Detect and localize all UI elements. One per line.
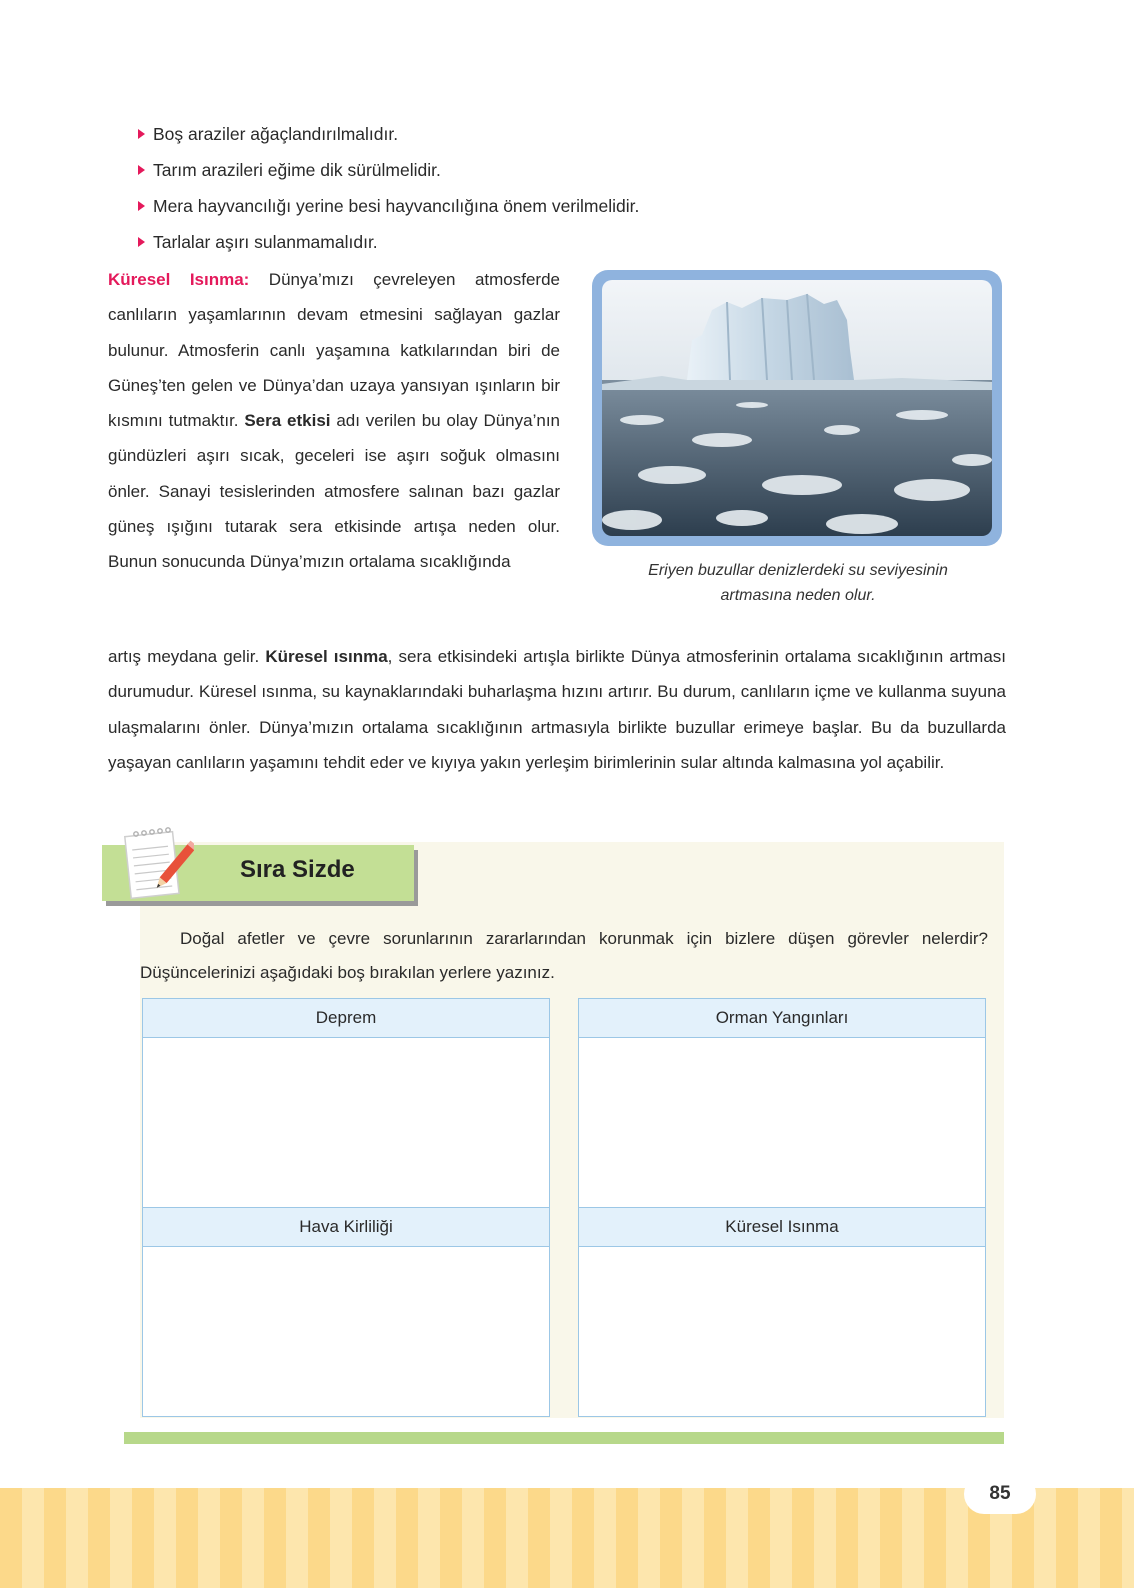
page-number: 85 <box>964 1474 1036 1514</box>
answer-box-title: Hava Kirliliği <box>143 1208 549 1247</box>
paragraph-text: , sera etkisindeki artışla birlikte Dünya atmosferinin ortalama sıcaklığının artması durumudur. Küresel ısınma, su kaynaklarındaki buharlaşma hızını artırır. Bu durum, canlıların içme ve kullanma suyuna ulaşmalarını önler. Dünya’mızın ortalama sıcaklığının artmasıyla birlikte buzullar erimeye başlar. Bu da buzullarda yaşayan canlıların yaşamını tehdit eder ve kıyıya yakın yerleşim birimlerinin sular altında kalmasına yol açabilir. <box>108 647 1006 772</box>
list-item: Mera hayvancılığı yerine besi hayvancılığına önem verilmelidir. <box>138 188 639 224</box>
paragraph-text: adı verilen bu olay Dünya’nın gündüzleri aşırı sıcak, geceleri ise aşırı soğuk olmasını önler. Sanayi tesislerinden atmosfere salınan bazı gazlar güneş ışığını tutarak sera etkisinde artışa neden olur. Bunun sonucunda Dünya’mızın ortalama sıcaklığında <box>108 411 560 572</box>
answer-box-title: Deprem <box>143 999 549 1038</box>
iceberg-photo-frame <box>592 270 1002 546</box>
list-item: Tarım arazileri eğime dik sürülmelidir. <box>138 152 639 188</box>
answer-box-title: Küresel Isınma <box>579 1208 985 1247</box>
footer-stripes <box>0 1488 1134 1588</box>
list-item: Tarlalar aşırı sulanmamalıdır. <box>138 224 639 260</box>
triangle-bullet-icon <box>138 237 145 247</box>
bullet-list <box>138 116 639 260</box>
triangle-bullet-icon <box>138 165 145 175</box>
answer-box-deprem[interactable] <box>142 998 550 1208</box>
triangle-bullet-icon <box>138 201 145 211</box>
paragraph-text: artış meydana gelir. <box>108 647 266 666</box>
sira-sizde-title: Sıra Sizde <box>240 856 355 883</box>
section-divider <box>124 1432 1004 1444</box>
answer-box-orman-yanginlari[interactable] <box>578 998 986 1208</box>
global-warming-continuation <box>108 639 1006 780</box>
bold-term-sera-etkisi: Sera etkisi <box>244 411 331 431</box>
list-item: Boş araziler ağaçlandırılmalıdır. <box>138 116 639 152</box>
answer-box-kuresel-isinma[interactable] <box>578 1207 986 1417</box>
answer-box-hava-kirliligi[interactable] <box>142 1207 550 1417</box>
triangle-bullet-icon <box>138 129 145 139</box>
sira-sizde-instructions: Doğal afetler ve çevre sorunlarının zararlarından korunmak için bizlere düşen görevler nelerdir? Düşüncelerinizi aşağıdaki boş bırakılan yerlere yazınız. <box>140 929 988 982</box>
iceberg-illustration <box>602 280 992 536</box>
iceberg-photo <box>602 280 992 536</box>
photo-caption: Eriyen buzullar denizlerdeki su seviyesinin artmasına neden olur. <box>648 562 948 604</box>
notepad-pencil-icon <box>122 826 194 906</box>
global-warming-paragraph <box>108 262 560 580</box>
answer-box-title: Orman Yangınları <box>579 999 985 1038</box>
paragraph-text: Dünya’mızı çevreleyen atmosferde canlıların yaşamlarının devam etmesini sağlayan gazlar bulunur. Atmosferin canlı yaşamına katkılarından biri de Güneş’ten gelen ve Dünya’dan uzaya yansıyan ışınların bir kısmını tutmaktır. <box>108 270 560 431</box>
global-warming-term: Küresel Isınma: <box>108 270 250 289</box>
bold-term-kuresel-isinma: Küresel ısınma <box>265 647 388 666</box>
